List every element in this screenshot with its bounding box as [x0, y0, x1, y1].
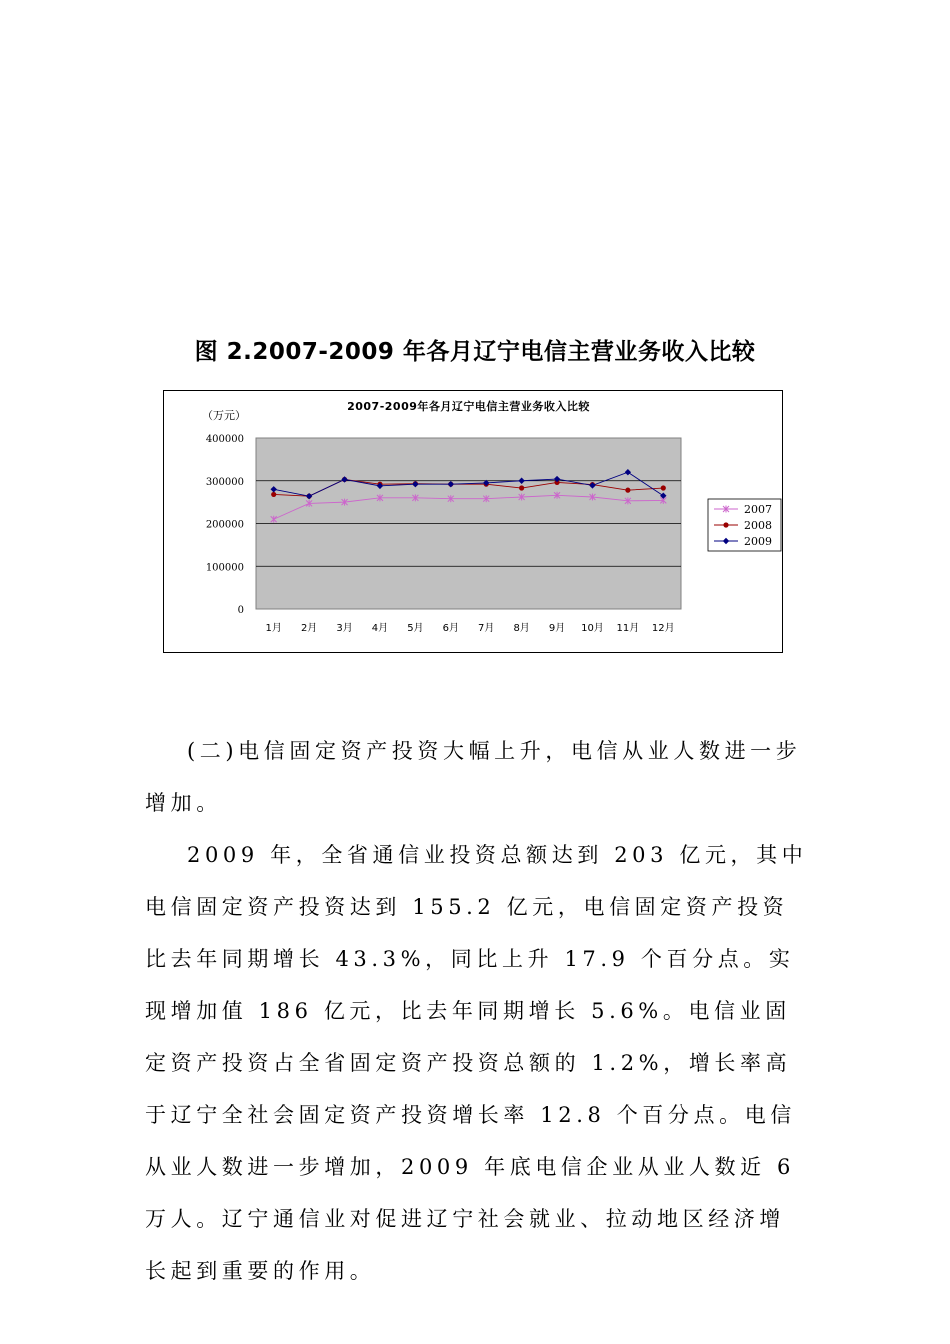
x-tick-label: 11月 — [616, 623, 640, 634]
x-tick-label: 10月 — [581, 623, 604, 634]
y-tick-label: 100000 — [205, 562, 244, 574]
x-tick-label: 3月 — [336, 623, 353, 634]
x-tick-label: 6月 — [442, 623, 459, 634]
x-tick-label: 7月 — [478, 623, 495, 634]
data-point-2008 — [661, 485, 666, 490]
y-axis-label: （万元） — [202, 409, 246, 422]
chart-title: 2007-2009年各月辽宁电信主营业务收入比较 — [347, 400, 590, 413]
x-tick-label: 8月 — [513, 623, 530, 634]
body-paragraph: 2009 年，全省通信业投资总额达到 203 亿元，其中电信固定资产投资达到 155.2 亿元，电信固定资产投资比去年同期增长 43.3%，同比上升 17.9 个百分点。实现增加值 186 亿元，比去年同期增长 5.6%。电信业固定资产投资占全省固定资产投资总额的 1.2%，增长率高于辽宁全社会固定资产投资增长率 12.8 个百分点。电信从业人数进一步增加，2009 年底电信企业从业人数近 6 万人。辽宁通信业对促进辽宁社会就业、拉动地区经济增长起到重要的作用。 — [145, 843, 808, 1283]
legend-label-2009: 2009 — [744, 535, 772, 548]
y-tick-label: 0 — [237, 605, 244, 616]
data-point-2008 — [271, 492, 276, 497]
x-tick-label: 4月 — [371, 623, 389, 634]
x-tick-label: 12月 — [651, 623, 675, 634]
y-tick-label: 400000 — [205, 434, 244, 445]
section-heading-paragraph: (二)电信固定资产投资大幅上升，电信从业人数进一步增加。 — [145, 739, 802, 815]
legend-label-2007: 2007 — [744, 503, 772, 516]
x-tick-label: 2月 — [300, 623, 318, 634]
legend-marker-2008 — [723, 522, 728, 527]
y-tick-label: 300000 — [205, 476, 244, 488]
figure-caption: 图 2.2007-2009 年各月辽宁电信主营业务收入比较 — [194, 339, 756, 365]
x-tick-label: 5月 — [407, 623, 424, 634]
line-chart — [163, 390, 783, 653]
body-text — [145, 725, 810, 1297]
legend-label-2008: 2008 — [744, 519, 772, 532]
y-tick-label: 200000 — [205, 519, 244, 531]
x-tick-label: 9月 — [548, 623, 566, 634]
data-point-2008 — [625, 488, 630, 493]
chart-svg — [164, 391, 782, 652]
data-point-2008 — [519, 485, 524, 490]
x-tick-label: 1月 — [265, 623, 282, 634]
